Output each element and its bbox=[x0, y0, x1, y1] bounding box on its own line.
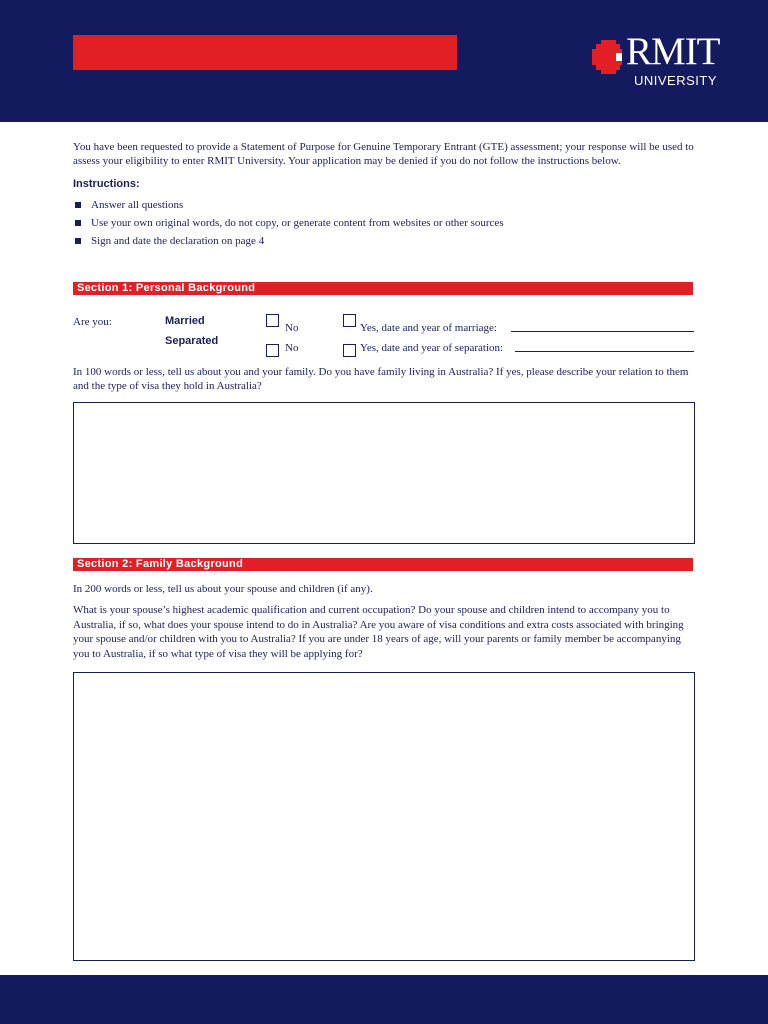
list-item: Answer all questions bbox=[73, 196, 695, 214]
rmit-pixel-mark-icon bbox=[592, 40, 626, 74]
separated-no-label: No bbox=[285, 342, 299, 354]
logo-wordmark: RMIT bbox=[626, 30, 720, 73]
married-no-label: No bbox=[285, 322, 299, 334]
family-answer-box[interactable] bbox=[73, 402, 695, 544]
separated-yes-checkbox[interactable] bbox=[343, 344, 356, 357]
section-1-header bbox=[73, 282, 693, 295]
instructions-heading: Instructions: bbox=[73, 178, 140, 190]
intro-text: You have been requested to provide a Statement of Purpose for Genuine Temporary Entrant (GTE) assessment; your response will be used to assess your eligibility to enter RMIT University. Your application may be denied if you do not follow the instructions below. bbox=[73, 141, 694, 167]
separated-label: Separated bbox=[165, 335, 219, 347]
separated-no-checkbox[interactable] bbox=[266, 344, 279, 357]
married-yes-label: Yes, date and year of marriage: bbox=[360, 322, 497, 334]
section-2-header bbox=[73, 558, 693, 571]
married-label: Married bbox=[165, 315, 205, 327]
marriage-date-field[interactable] bbox=[511, 331, 694, 332]
married-no-checkbox[interactable] bbox=[266, 314, 279, 327]
list-item: Use your own original words, do not copy, or generate content from websites or other sources bbox=[73, 214, 695, 232]
logo-subtext: UNIVERSITY bbox=[634, 73, 718, 88]
separated-yes-label: Yes, date and year of separation: bbox=[360, 342, 504, 354]
intro-block bbox=[73, 140, 695, 250]
bullet-square-icon bbox=[75, 202, 81, 208]
instructions-list bbox=[73, 196, 695, 250]
rmit-logo bbox=[592, 30, 742, 94]
section-2-question-2: What is your spouse’s highest academic qualification and current occupation? Do your spouse and children intend to accompany you to Australia, if so, what does your spouse intend to do in Australia? Are you aware of visa conditions and extra costs associated with bringing your spouse and/or children with you to Australia? If you are under 18 years of age, will your parents or family member be accompanying you to Australia, if so what type of visa they will be applying for? bbox=[73, 604, 684, 660]
section-2-question-1: In 200 words or less, tell us about your spouse and children (if any). bbox=[73, 583, 373, 595]
section-1-question: In 100 words or less, tell us about you and your family. Do you have family living in Australia? If yes, please describe your relation to them and the type of visa they hold in Australia? bbox=[73, 366, 689, 392]
title-bar bbox=[73, 35, 457, 70]
bullet-square-icon bbox=[75, 220, 81, 226]
list-item: Sign and date the declaration on page 4 bbox=[73, 232, 695, 250]
married-yes-checkbox[interactable] bbox=[343, 314, 356, 327]
spouse-answer-box[interactable] bbox=[73, 672, 695, 961]
bullet-square-icon bbox=[75, 238, 81, 244]
page-header bbox=[0, 0, 768, 122]
section-2-title: Section 2: Family Background bbox=[77, 558, 244, 570]
are-you-label: Are you: bbox=[73, 316, 112, 328]
section-1-title: Section 1: Personal Background bbox=[77, 282, 256, 294]
separation-date-field[interactable] bbox=[515, 351, 694, 352]
page-footer bbox=[0, 975, 768, 1024]
